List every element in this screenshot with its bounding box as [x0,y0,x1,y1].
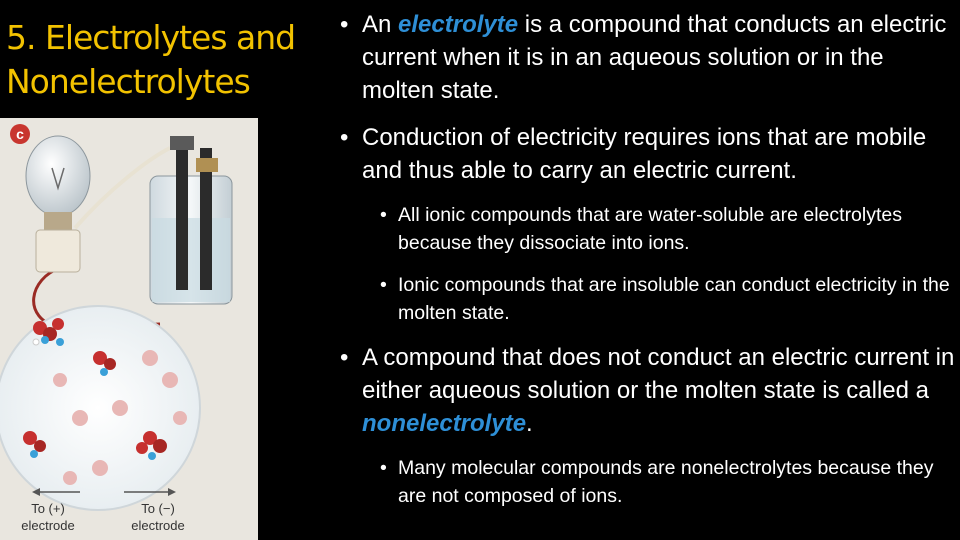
bulb-base [44,212,72,230]
conductivity-illustration [0,118,258,540]
bullet-ionic-soluble: • All ionic compounds that are water-soluble are electrolytes because they dissociate into ions. [340,201,955,257]
keyword-electrolyte: electrolyte [398,11,519,38]
molecular-view [0,306,200,510]
light-bulb [26,136,90,216]
label-negative-line2: electrode [131,518,185,533]
label-positive-line1: To (+) [31,501,65,516]
label-positive-line2: electrode [21,518,75,533]
title-line-2: Nonelectrolytes [6,62,250,101]
beaker-solution [152,218,230,302]
label-negative-line1: To (−) [141,501,175,516]
figure-badge-text: c [16,126,24,142]
electrode-left [176,140,188,290]
keyword-nonelectrolyte: nonelectrolyte [362,410,527,437]
bullet-list [340,8,955,524]
bullet-nonelectrolyte-definition: • A compound that does not conduct an electric current in either aqueous solution or the molten state is called a nonelectrolyte. [340,341,955,440]
conductivity-figure [0,118,258,540]
bulb-socket [36,230,80,272]
bullet-electrolyte-definition: • An electrolyte is a compound that conducts an electric current when it is in an aqueous solution or in the molten state. [340,8,955,107]
clip-left [170,136,194,150]
title-line-1: 5. Electrolytes and [6,18,296,57]
bullet-ionic-insoluble: • Ionic compounds that are insoluble can conduct electricity in the molten state. [340,271,955,327]
bullet-conduction: • Conduction of electricity requires ions that are mobile and thus able to carry an electric current. [340,121,955,187]
slide-title [6,16,336,104]
clip-right [196,158,218,172]
bullet-molecular-compounds: • Many molecular compounds are nonelectrolytes because they are not composed of ions. [340,454,955,510]
